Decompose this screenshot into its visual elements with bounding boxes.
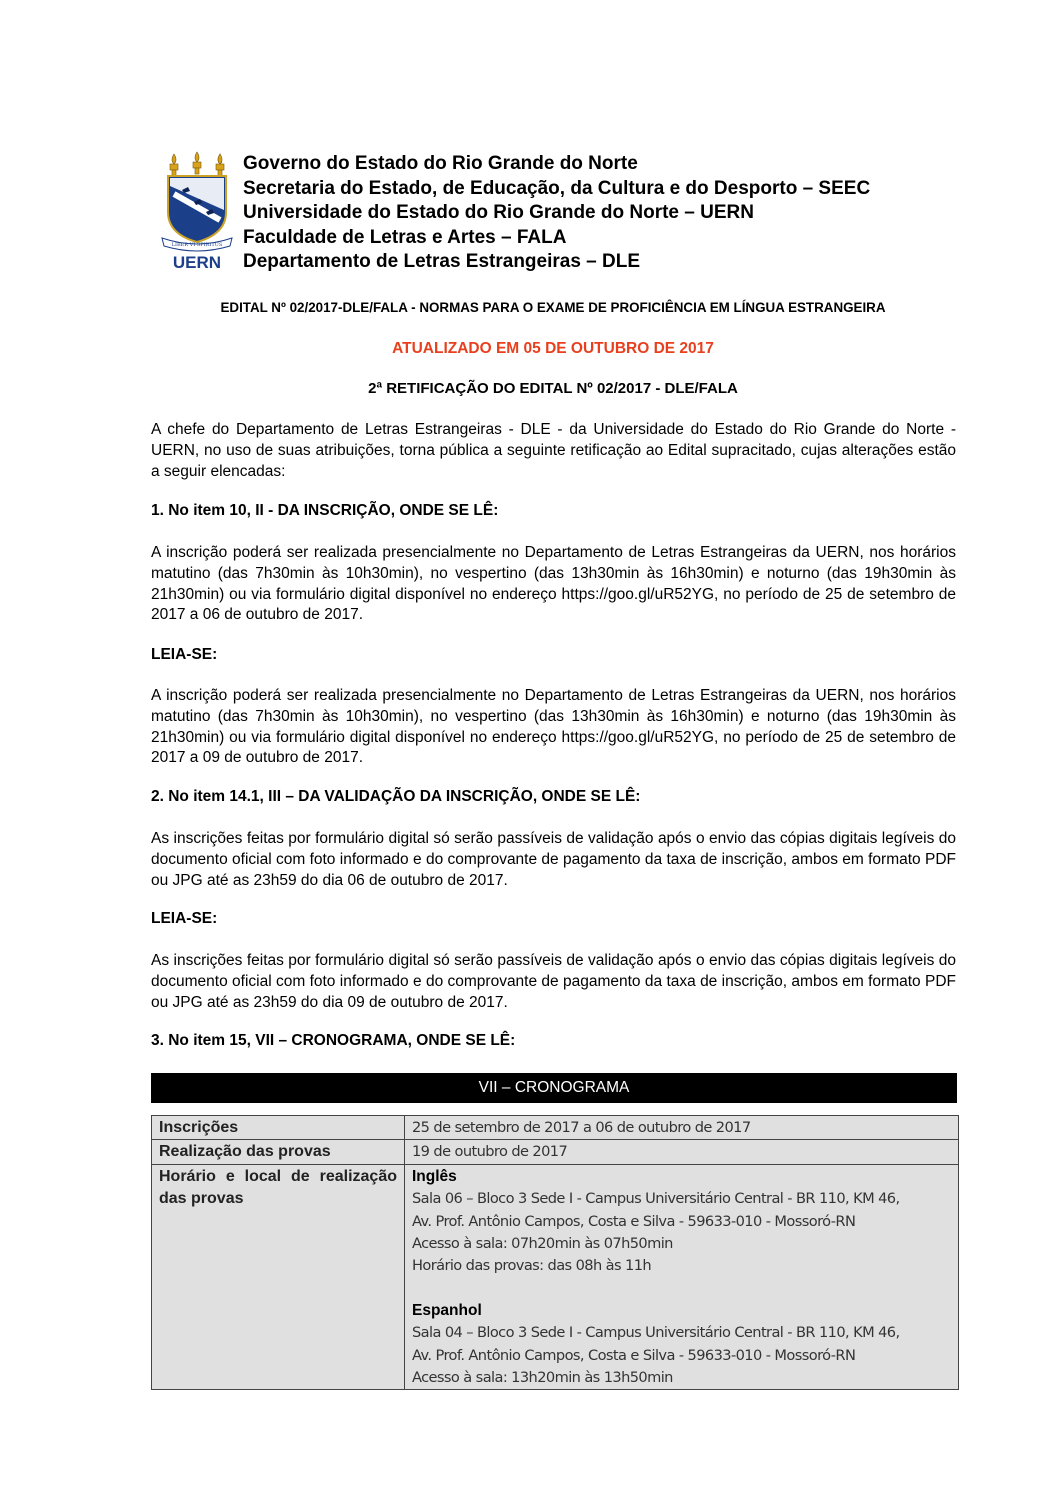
row-label-venue: Horário e local de realização das provas: [152, 1164, 405, 1390]
row-label-exam-date: Realização das provas: [152, 1140, 405, 1164]
updated-notice: ATUALIZADO EM 05 DE OUTUBRO DE 2017: [392, 340, 714, 357]
section1-corrected-paragraph: A inscrição poderá ser realizada presencialmente no Departamento de Letras Estrangeiras da UERN, nos horários matutino (das 7h30min às 10h30min), no vespertino (das 13h30min às 16h30min) e noturno (das 19h30min às 21h30min) ou via formulário digital disponível no endereço https://goo.gl/uR52YG, no período de 25 de setembro de 2017 a 09 de outubro de 2017.: [151, 687, 956, 767]
schedule-table: [151, 1115, 959, 1390]
table-row: [152, 1116, 959, 1140]
spanish-room: Sala 04 – Bloco 3 Sede I - Campus Universitário Central - BR 110, KM 46,: [412, 1324, 900, 1342]
english-label: Inglês: [412, 1167, 457, 1185]
row-label-registration: Inscrições: [152, 1116, 405, 1140]
leia-se-heading-1: LEIA-SE:: [151, 646, 218, 663]
leia-se-heading-2: LEIA-SE:: [151, 910, 218, 927]
spanish-address: Av. Prof. Antônio Campos, Costa e Silva - 59633-010 - Mossoró-RN: [412, 1346, 856, 1364]
table-row: [152, 1140, 959, 1164]
edital-title: EDITAL Nº 02/2017-DLE/FALA - NORMAS PARA O EXAME DE PROFICIÊNCIA EM LÍNGUA ESTRANGEIRA: [220, 300, 886, 315]
section1-original-paragraph: A inscrição poderá ser realizada presencialmente no Departamento de Letras Estrangeiras da UERN, nos horários matutino (das 7h30min às 10h30min), no vespertino (das 13h30min às 16h30min) e noturno (das 19h30min às 21h30min) ou via formulário digital disponível no endereço https://goo.gl/uR52YG, no período de 25 de setembro de 2017 a 06 de outubro de 2017.: [151, 544, 956, 624]
section2-corrected-paragraph: As inscrições feitas por formulário digital só serão passíveis de validação após o envio das cópias digitais legíveis do documento oficial com foto informado e do comprovante de pagamento da taxa de inscrição, ambos em formato PDF ou JPG até as 23h59 do dia 09 de outubro de 2017.: [151, 952, 956, 1011]
schedule-table-title: VII – CRONOGRAMA: [151, 1073, 957, 1103]
institution-lines: [243, 152, 870, 275]
section1-heading: 1. No item 10, II - DA INSCRIÇÃO, ONDE SE LÊ:: [151, 502, 499, 519]
english-time: Horário das provas: das 08h às 11h: [412, 1257, 652, 1275]
svg-text:UERN: UERN: [172, 253, 222, 270]
table-row: [152, 1164, 959, 1390]
row-value-venue: [405, 1164, 959, 1390]
row-value-exam-date: 19 de outubro de 2017: [405, 1140, 959, 1164]
english-address: Av. Prof. Antônio Campos, Costa e Silva - 59633-010 - Mossoró-RN: [412, 1212, 856, 1230]
institution-header: [160, 150, 960, 275]
english-room: Sala 06 – Bloco 3 Sede I - Campus Universitário Central - BR 110, KM 46,: [412, 1190, 900, 1208]
spanish-label: Espanhol: [412, 1301, 482, 1319]
intro-paragraph: A chefe do Departamento de Letras Estrangeiras - DLE - da Universidade do Estado do Rio Grande do Norte - UERN, no uso de suas atribuições, torna pública a seguinte retificação ao Edital supracitado, cujas alterações estão a seguir elencadas:: [151, 421, 956, 480]
section2-heading: 2. No item 14.1, III – DA VALIDAÇÃO DA INSCRIÇÃO, ONDE SE LÊ:: [151, 788, 641, 805]
spanish-access: Acesso à sala: 13h20min às 13h50min: [412, 1369, 673, 1387]
institution-line-secretariat: Secretaria do Estado, de Educação, da Cultura e do Desporto – SEEC: [243, 177, 871, 199]
uern-coat-of-arms-logo: [160, 150, 234, 270]
row-value-registration: 25 de setembro de 2017 a 06 de outubro de 2017: [405, 1116, 959, 1140]
section3-heading: 3. No item 15, VII – CRONOGRAMA, ONDE SE LÊ:: [151, 1032, 516, 1049]
english-access: Acesso à sala: 07h20min às 07h50min: [412, 1235, 673, 1253]
retification-title: 2ª RETIFICAÇÃO DO EDITAL Nº 02/2017 - DLE/FALA: [368, 380, 738, 397]
institution-line-department: Departamento de Letras Estrangeiras – DLE: [243, 251, 641, 273]
institution-line-government: Governo do Estado do Rio Grande do Norte: [243, 153, 638, 174]
institution-line-faculty: Faculdade de Letras e Artes – FALA: [243, 226, 567, 248]
spacer: [412, 1278, 951, 1300]
section2-original-paragraph: As inscrições feitas por formulário digital só serão passíveis de validação após o envio das cópias digitais legíveis do documento oficial com foto informado e do comprovante de pagamento da taxa de inscrição, ambos em formato PDF ou JPG até as 23h59 do dia 06 de outubro de 2017.: [151, 830, 956, 889]
svg-text:LIBER VI SPIRITUS: LIBER VI SPIRITUS: [171, 242, 223, 248]
institution-line-university: Universidade do Estado do Rio Grande do Norte – UERN: [243, 202, 754, 224]
